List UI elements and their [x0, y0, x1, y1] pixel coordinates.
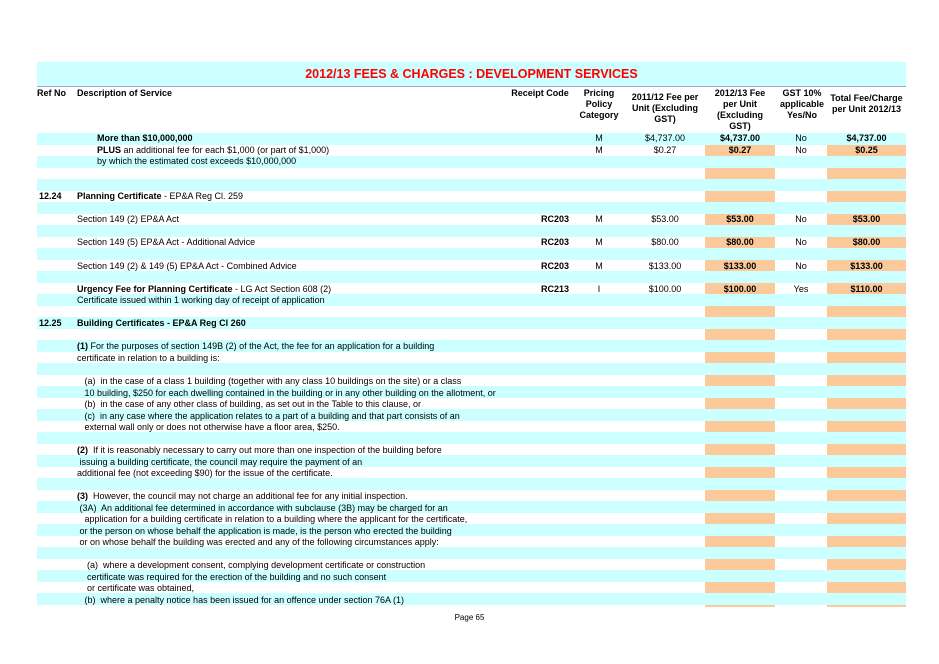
fee-2012-13: $4,737.00: [719, 133, 761, 143]
description-text: If it is reasonably necessary to carry out more than one inspection of the building before: [88, 445, 442, 455]
total-fee: $110.00: [850, 284, 883, 294]
table-row: [37, 295, 906, 307]
service-description: [77, 399, 421, 411]
table-row: [37, 318, 906, 330]
description-text: issuing a building certificate, the council may require the payment of an: [77, 457, 363, 467]
page-number: Page 65: [454, 613, 485, 622]
description-text: (b) in the case of any other class of building, as set out in the Table to this clause, or: [77, 399, 422, 409]
receipt-code: RC203: [540, 261, 569, 271]
fee-2011-12: $133.00: [648, 261, 682, 271]
row-band: [37, 432, 906, 444]
pricing-category: M: [595, 237, 603, 247]
description-text: - EP&A Reg Cl. 259: [161, 191, 244, 201]
service-description: [97, 156, 296, 168]
header-total: Total Fee/Charge per Unit 2012/13: [830, 93, 903, 114]
service-description: [77, 537, 439, 549]
table-row: [37, 445, 906, 457]
service-description: [77, 411, 460, 423]
row-band: [37, 478, 906, 490]
table-row: [37, 133, 906, 145]
header-fee-2011: 2011/12 Fee per Unit (Excluding GST): [631, 92, 699, 124]
description-text: or the person on whose behalf the application is made, is the person who erected the building: [77, 526, 452, 536]
service-description: [77, 445, 442, 457]
fee-2011-12: $0.27: [653, 144, 677, 155]
row-band: [37, 363, 906, 375]
receipt-code: RC203: [540, 237, 569, 247]
table-row: [37, 468, 906, 480]
fee-2011-12: $80.00: [651, 237, 679, 247]
table-row: [37, 399, 906, 411]
service-description: [77, 583, 194, 595]
fee-2012-13: $53.00: [726, 214, 754, 224]
row-band: [37, 547, 906, 559]
sheet-title: 2012/13 FEES & CHARGES : DEVELOPMENT SERVICES: [37, 62, 906, 87]
description-text: Section 149 (5) EP&A Act - Additional Advice: [77, 237, 256, 247]
table-row: [37, 341, 906, 353]
description-text: However, the council may not charge an additional fee for any initial inspection.: [88, 491, 408, 501]
table-row: [37, 376, 906, 388]
gst-applicable: No: [795, 261, 807, 271]
service-description: [77, 318, 246, 330]
ref-number: 12.24: [39, 191, 62, 201]
description-text: - LG Act Section 608 (2): [232, 284, 332, 294]
service-description: [77, 284, 331, 296]
description-text: (b) where a penalty notice has been issued for an offence under section 76A (1): [77, 595, 405, 605]
table-row: [37, 284, 906, 296]
service-description: [77, 514, 467, 526]
description-text: an additional fee for each $1,000 (or part of $1,000): [121, 144, 330, 155]
service-description: [77, 595, 404, 607]
header-fee-2012: 2012/13 Fee per Unit (Excluding GST): [714, 88, 766, 131]
table-row: [37, 503, 906, 515]
table-row: [37, 261, 906, 273]
row-band: [37, 225, 906, 237]
table-row: [37, 411, 906, 423]
table-row: [37, 156, 906, 168]
gst-applicable: No: [795, 214, 807, 224]
receipt-code: RC203: [540, 214, 569, 224]
service-description: [97, 145, 329, 157]
description-bold: (2): [77, 445, 88, 455]
table-row: [37, 526, 906, 538]
service-description: [77, 214, 179, 226]
receipt-code: RC213: [540, 284, 569, 294]
service-description: [77, 261, 297, 273]
description-bold: (3): [77, 491, 88, 501]
table-header: [37, 87, 906, 133]
table-row: [37, 583, 906, 595]
table-row: [37, 572, 906, 584]
service-description: [77, 237, 255, 249]
table-row: [37, 422, 906, 434]
description-bold: (1): [77, 341, 88, 351]
fee-2011-12: $100.00: [648, 284, 682, 294]
header-gst: GST 10% applicable Yes/No: [779, 88, 824, 120]
description-text: (a) where a development consent, complying development certificate or construction: [77, 560, 426, 570]
table-row: [37, 491, 906, 503]
service-description: [77, 341, 434, 353]
fee-2012-13: $133.00: [723, 261, 757, 271]
table-row: [37, 537, 906, 549]
header-desc: Description of Service: [77, 88, 173, 98]
description-bold: Urgency Fee for Planning Certificate: [77, 284, 233, 294]
row-band: [37, 202, 906, 214]
description-text: or certificate was obtained,: [77, 583, 195, 593]
description-text: For the purposes of section 149B (2) of the Act, the fee for an application for a building: [88, 341, 435, 351]
pricing-category: M: [595, 144, 603, 155]
header-pricing: Pricing Policy Category: [579, 88, 619, 120]
pricing-category: M: [595, 261, 603, 271]
description-text: by which the estimated cost exceeds $10,000,000: [97, 156, 297, 166]
table-row: [37, 214, 906, 226]
table-row: [37, 353, 906, 365]
description-bold: Planning Certificate: [77, 191, 162, 201]
service-description: [77, 388, 496, 400]
service-description: [77, 295, 325, 307]
description-text: 10 building, $250 for each dwelling contained in the building or in any other building on the allotment, or: [77, 388, 496, 398]
description-text: (c) in any case where the application relates to a part of a building and that part consists of an: [77, 411, 460, 421]
table-row: [37, 457, 906, 469]
service-description: [77, 468, 333, 480]
table-row: [37, 145, 906, 157]
header-ref: Ref No: [37, 88, 66, 98]
total-fee: $80.00: [852, 237, 881, 247]
gst-applicable: No: [795, 144, 807, 155]
table-row: [37, 595, 906, 607]
fee-2012-13: $100.00: [723, 284, 757, 294]
service-description: [77, 572, 386, 584]
total-fee: $0.25: [855, 144, 878, 155]
description-text: application for a building certificate in relation to a building where the applicant for the certificate,: [77, 514, 468, 524]
description-text: certificate was required for the erection of the building and no such consent: [77, 572, 387, 582]
service-description: [77, 353, 220, 365]
description-text: certificate in relation to a building is:: [77, 353, 220, 363]
service-description: [77, 422, 340, 434]
pricing-category: M: [595, 133, 603, 143]
service-description: [77, 560, 425, 572]
row-band: [37, 179, 906, 191]
service-description: [97, 133, 193, 145]
row-band: [37, 248, 906, 260]
header-receipt: Receipt Code: [511, 88, 569, 98]
pricing-category: I: [597, 284, 601, 294]
total-fee: $133.00: [850, 261, 883, 271]
description-text: external wall only or does not otherwise have a floor area, $250.: [77, 422, 340, 432]
table-row: [37, 560, 906, 572]
ref-number: 12.25: [39, 318, 62, 328]
service-description: [77, 503, 448, 515]
description-text: or on whose behalf the building was erected and any of the following circumstances apply:: [77, 537, 439, 547]
table-row: [37, 388, 906, 400]
gst-applicable: Yes: [793, 284, 809, 294]
pricing-category: M: [595, 214, 603, 224]
description-text: Section 149 (2) EP&A Act: [77, 214, 180, 224]
gst-applicable: No: [795, 237, 807, 247]
description-text: (a) in the case of a class 1 building (together with any class 10 buildings on the site) or a class: [77, 376, 462, 386]
table-row: [37, 237, 906, 249]
total-fee: $53.00: [852, 214, 881, 224]
service-description: [77, 526, 452, 538]
total-fee: $4,737.00: [846, 133, 887, 143]
service-description: [77, 457, 362, 469]
table-row: [37, 514, 906, 526]
gst-applicable: No: [795, 133, 807, 143]
description-text: additional fee (not exceeding $90) for the issue of the certificate.: [77, 468, 333, 478]
description-bold: More than $10,000,000: [97, 133, 193, 143]
fees-sheet: [37, 62, 906, 607]
service-description: [77, 491, 408, 503]
description-text: Section 149 (2) & 149 (5) EP&A Act - Combined Advice: [77, 261, 297, 271]
fee-2011-12: $4,737.00: [644, 133, 686, 143]
description-bold: Building Certificates - EP&A Reg Cl 260: [77, 318, 246, 328]
fee-2012-13: $80.00: [726, 237, 754, 247]
description-text: (3A) An additional fee determined in accordance with subclause (3B) may be charged for an: [77, 503, 448, 513]
table-row: [37, 191, 906, 203]
service-description: [77, 191, 243, 203]
row-band: [37, 271, 906, 283]
description-bold: PLUS: [97, 144, 122, 155]
service-description: [77, 376, 461, 388]
description-text: Certificate issued within 1 working day of receipt of application: [77, 295, 325, 305]
fee-2012-13: $0.27: [728, 144, 752, 155]
fee-2011-12: $53.00: [651, 214, 679, 224]
